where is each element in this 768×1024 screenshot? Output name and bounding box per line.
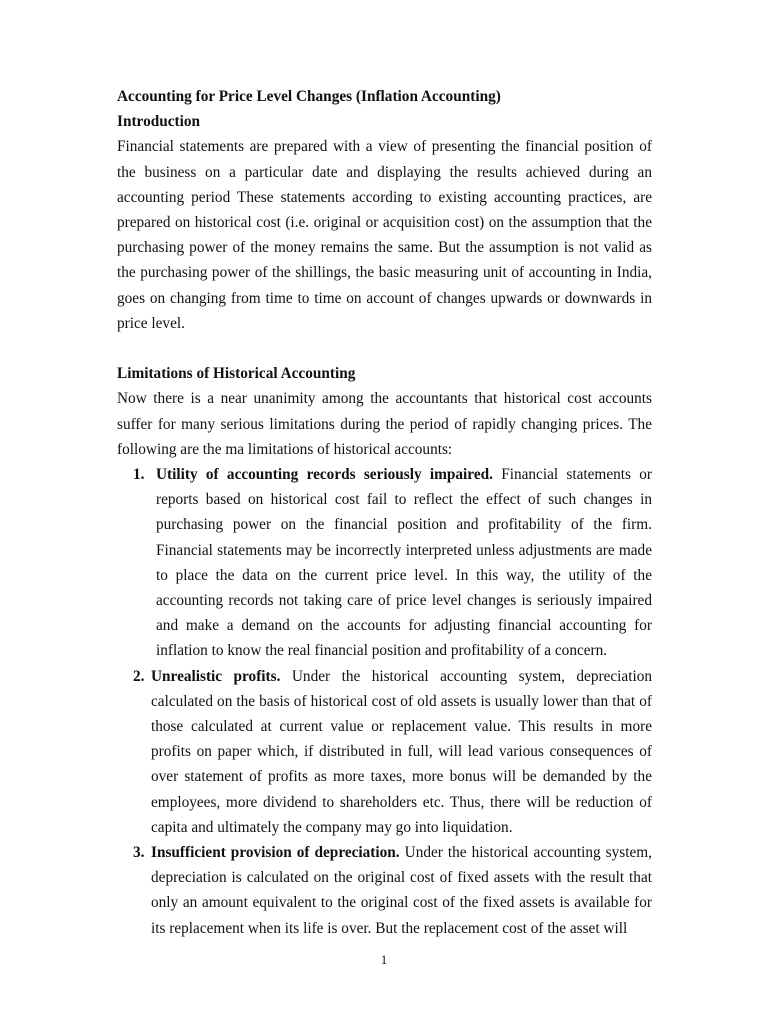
limitations-heading: Limitations of Historical Accounting: [117, 365, 356, 383]
limitations-paragraph: Now there is a near unanimity among the accountants that historical cost accounts suffer for many serious limitations during the period of rapidly changing prices. The following are the ma limitations of historical accounts:: [117, 390, 652, 458]
document-page: [117, 84, 652, 941]
list-item: [117, 840, 652, 941]
limitations-list: [117, 462, 652, 941]
page-number: 1: [380, 952, 388, 967]
list-item: [117, 664, 652, 840]
list-item-number: 3.: [133, 844, 145, 862]
list-item-number: 1.: [133, 466, 145, 484]
list-item-text: Under the historical accounting system, depreciation is calculated on the original cost of fixed assets with the result that only an amount equivalent to the original cost of the fixed assets is available for its replacement when its life is over. But the replacement cost of the asset will: [151, 844, 652, 937]
list-item: [117, 462, 652, 664]
list-item-lead: Utility of accounting records seriously impaired.: [156, 466, 493, 484]
section-spacer: [117, 336, 652, 361]
list-item-text: Financial statements or reports based on historical cost fail to reflect the effect of such changes in purchasing power on the financial position and profitability of the firm. Financial statements may be incorrectly interpreted unless adjustments are made to place the data on the current price level. In this way, the utility of the accounting records not taking care of price level changes is seriously impaired and make a demand on the accounts for adjusting financial accounting for inflation to know the real financial position and profitability of a concern.: [156, 466, 652, 660]
list-item-lead: Insufficient provision of depreciation.: [151, 844, 400, 862]
introduction-heading: Introduction: [117, 113, 201, 131]
introduction-paragraph: Financial statements are prepared with a view of presenting the financial position of the business on a particular date and displaying the results achieved during an accounting period These statements according to existing accounting practices, are prepared on historical cost (i.e. original or acquisition cost) on the assumption that the purchasing power of the money remains the same. But the assumption is not valid as the purchasing power of the shillings, the basic measuring unit of accounting in India, goes on changing from time to time on account of changes upwards or downwards in price level.: [117, 138, 652, 332]
list-item-number: 2.: [133, 667, 145, 685]
document-title: Accounting for Price Level Changes (Inflation Accounting): [117, 88, 501, 105]
list-item-text: Under the historical accounting system, depreciation calculated on the basis of historical cost of old assets is usually lower than that of those calculated at current value or replacement value. This results in more profits on paper which, if distributed in full, will lead various consequences of over statement of profits as more taxes, more bonus will be demanded by the employees, more dividend to shareholders etc. Thus, there will be reduction of capita and ultimately the company may go into liquidation.: [151, 667, 652, 836]
list-item-lead: Unrealistic profits.: [151, 667, 281, 685]
